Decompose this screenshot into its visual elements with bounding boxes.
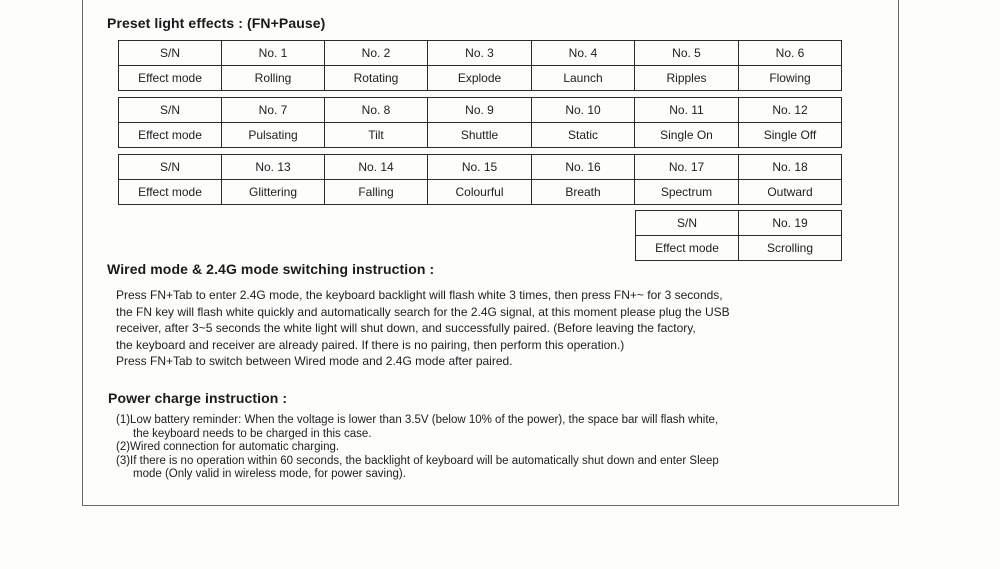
text-line: receiver, after 3~5 seconds the white light will shut down, and successfully paired. (Before leaving the factory, — [116, 321, 696, 335]
table-cell: No. 3 — [428, 41, 532, 66]
table-cell: No. 16 — [532, 155, 635, 180]
table-cell: Breath — [532, 180, 635, 205]
table-cell: No. 18 — [739, 155, 842, 180]
effect-mode-label: Effect mode — [119, 66, 222, 91]
table-cell: No. 8 — [325, 98, 428, 123]
table-cell: No. 11 — [635, 98, 739, 123]
list-item-continuation: mode (Only valid in wireless mode, for power saving). — [133, 468, 406, 480]
list-item-continuation: the keyboard needs to be charged in this case. — [133, 427, 372, 440]
table-cell: Spectrum — [635, 180, 739, 205]
table-cell: No. 14 — [325, 155, 428, 180]
effects-table-4 — [635, 210, 842, 261]
text-line: the FN key will flash white quickly and automatically search for the 2.4G signal, at this moment please plug the USB — [116, 304, 730, 319]
table-cell: Shuttle — [428, 123, 532, 148]
power-instructions — [116, 414, 719, 482]
table-row — [119, 180, 842, 205]
table-cell: Pulsating — [222, 123, 325, 148]
text-line: Press FN+Tab to enter 2.4G mode, the keyboard backlight will flash white 3 times, then press FN+~ for 3 seconds, — [116, 288, 723, 302]
table-cell: Ripples — [635, 66, 739, 91]
table-cell: Flowing — [739, 66, 842, 91]
table-cell: No. 10 — [532, 98, 635, 123]
table-row — [636, 211, 842, 236]
preset-heading: Preset light effects : (FN+Pause) — [107, 15, 326, 31]
table-cell: Falling — [325, 180, 428, 205]
wired-instructions — [116, 287, 730, 370]
table-cell: Outward — [739, 180, 842, 205]
effects-table-3 — [118, 154, 842, 205]
document-frame-bottom — [82, 505, 899, 506]
wired-heading: Wired mode & 2.4G mode switching instruction : — [107, 261, 435, 277]
table-cell: Glittering — [222, 180, 325, 205]
table-cell: No. 6 — [739, 41, 842, 66]
table-row — [636, 236, 842, 261]
sn-label: S/N — [119, 155, 222, 180]
table-cell: No. 5 — [635, 41, 739, 66]
table-cell: Scrolling — [739, 236, 842, 261]
text-line: the keyboard and receiver are already paired. If there is no pairing, then perform this operation.) — [116, 337, 625, 352]
table-row — [119, 123, 842, 148]
table-cell: No. 13 — [222, 155, 325, 180]
list-item: (1)Low battery reminder: When the voltage is lower than 3.5V (below 10% of the power), the space bar will flash white, — [116, 414, 719, 426]
table-cell: No. 7 — [222, 98, 325, 123]
table-cell: Static — [532, 123, 635, 148]
table-cell: Explode — [428, 66, 532, 91]
table-cell: Single On — [635, 123, 739, 148]
power-heading: Power charge instruction : — [108, 390, 288, 406]
table-cell: No. 15 — [428, 155, 532, 180]
table-cell: No. 17 — [635, 155, 739, 180]
table-cell: Rotating — [325, 66, 428, 91]
effect-mode-label: Effect mode — [636, 236, 739, 261]
table-cell: Launch — [532, 66, 635, 91]
table-row — [119, 66, 842, 91]
list-item: (3)If there is no operation within 60 seconds, the backlight of keyboard will be automatically shut down and enter Sleep — [116, 454, 719, 467]
table-row — [119, 41, 842, 66]
table-cell: No. 19 — [739, 211, 842, 236]
list-item: (2)Wired connection for automatic charging. — [116, 441, 340, 453]
effects-table-1 — [118, 40, 842, 91]
table-cell: No. 12 — [739, 98, 842, 123]
sn-label: S/N — [119, 41, 222, 66]
effects-table-2 — [118, 97, 842, 148]
sn-label: S/N — [119, 98, 222, 123]
table-cell: No. 2 — [325, 41, 428, 66]
sn-label: S/N — [636, 211, 739, 236]
table-cell: No. 4 — [532, 41, 635, 66]
table-row — [119, 98, 842, 123]
document-frame-left — [82, 0, 83, 506]
table-cell: Colourful — [428, 180, 532, 205]
document-frame-right — [898, 0, 899, 506]
table-cell: Single Off — [739, 123, 842, 148]
table-cell: Tilt — [325, 123, 428, 148]
effect-mode-label: Effect mode — [119, 180, 222, 205]
table-cell: No. 1 — [222, 41, 325, 66]
table-cell: Rolling — [222, 66, 325, 91]
text-line: Press FN+Tab to switch between Wired mode and 2.4G mode after paired. — [116, 354, 513, 368]
effect-mode-label: Effect mode — [119, 123, 222, 148]
table-row — [119, 155, 842, 180]
table-cell: No. 9 — [428, 98, 532, 123]
